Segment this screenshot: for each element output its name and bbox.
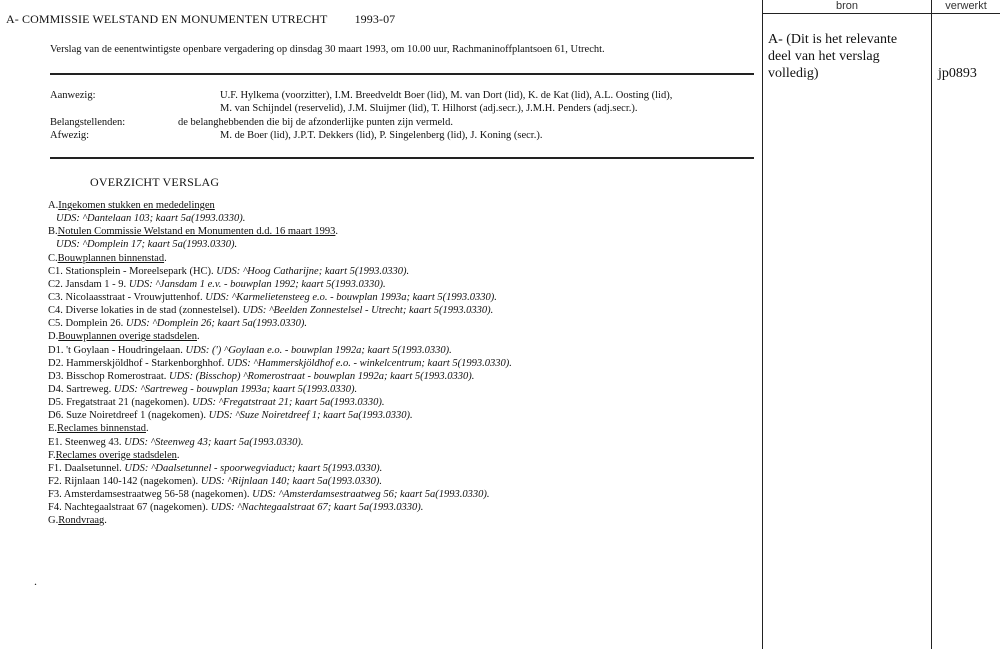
section-heading <box>48 252 512 265</box>
item-text: Sartreweg. <box>63 383 112 395</box>
item-tail: . <box>197 331 200 343</box>
divider <box>50 73 754 75</box>
uds-reference: UDS: ^Rijnlaan 140; kaart 5a(1993.0330). <box>198 475 382 487</box>
item-text: Reclames overige stadsdelen <box>55 449 177 461</box>
item-text: Nicolaasstraat - Vrouwjuttenhof. <box>62 291 203 303</box>
agenda-item <box>48 383 512 396</box>
section-heading <box>48 225 512 238</box>
item-code: C4. <box>48 305 63 317</box>
item-code: A. <box>48 200 59 211</box>
item-code: G. <box>48 515 59 527</box>
item-code: D. <box>48 331 59 343</box>
uds-reference: UDS: ^Jansdam 1 e.v. - bouwplan 1992; kaart 5(1993.0330). <box>126 278 386 290</box>
item-text: Amsterdamsestraatweg 56-58 (nagekomen). <box>61 489 250 501</box>
section-heading <box>48 330 512 343</box>
item-tail: . <box>164 252 167 264</box>
item-tail: . <box>335 226 339 238</box>
agenda-item <box>48 409 512 422</box>
item-text: Rijnlaan 140-142 (nagekomen). <box>61 475 199 487</box>
stray-mark: . <box>34 574 37 588</box>
uds-reference: UDS: ^Beelden Zonnestelsel - Utrecht; kaart 5(1993.0330). <box>239 305 494 317</box>
item-text: Domplein 26. <box>62 318 124 330</box>
uds-reference: UDS: ^Amsterdamsestraatweg 56; kaart 5a(1993.0330). <box>249 489 490 501</box>
item-tail: . <box>145 423 149 435</box>
agenda-item <box>48 278 512 291</box>
section-heading <box>48 449 512 462</box>
attendance-value: M. de Boer (lid), J.P.T. Dekkers (lid), P. Singelenberg (lid), J. Koning (secr.). <box>220 130 543 141</box>
agenda-item <box>48 462 512 475</box>
section-heading <box>48 199 512 212</box>
attendance-value: de belanghebbenden die bij de afzonderlijke punten zijn vermeld. <box>178 117 453 128</box>
uds-reference: UDS: ^Nachtegaalstraat 67; kaart 5a(1993.0330). <box>208 502 424 514</box>
item-code: F2. <box>48 475 62 487</box>
item-code: F4. <box>48 502 62 514</box>
header-prefix: A- <box>6 12 19 26</box>
item-tail: . <box>176 449 180 461</box>
meeting-intro: Verslag van de eenentwintigste openbare vergadering op dinsdag 30 maart 1993, om 10.00 uur, Rachmaninoffplantsoen 61, Utrecht. <box>50 44 605 55</box>
uds-reference: UDS: ^Sartreweg - bouwplan 1993a; kaart 5(1993.0330). <box>111 383 358 395</box>
attendance-label: Aanwezig: <box>50 90 96 101</box>
agenda-item <box>48 501 512 514</box>
agenda-item <box>48 475 512 488</box>
uds-reference: UDS: ^Domplein 17; kaart 5a(1993.0330). <box>56 239 238 251</box>
item-code: D3. <box>48 370 64 382</box>
item-code: F3. <box>48 489 62 501</box>
bron-header: bron <box>763 0 931 14</box>
item-code: D1. <box>48 344 64 356</box>
item-code: D4. <box>48 383 64 395</box>
item-text: Bouwplannen binnenstad <box>57 252 165 264</box>
attendance-label: Belangstellenden: <box>50 117 126 128</box>
item-text: Suze Noiretdreef 1 (nagekomen). <box>63 410 207 422</box>
bron-column <box>762 0 932 649</box>
agenda-item <box>48 396 512 409</box>
uds-reference: UDS: ^Domplein 26; kaart 5a(1993.0330). <box>123 318 308 330</box>
item-code: D2. <box>48 357 64 369</box>
agenda-item <box>48 304 512 317</box>
uds-reference: UDS: ^Steenweg 43; kaart 5a(1993.0330). <box>121 436 304 448</box>
uds-reference: UDS: ^Hoog Catharijne; kaart 5(1993.0330). <box>213 265 410 277</box>
item-code: F. <box>48 449 56 461</box>
agenda-item <box>48 357 512 370</box>
uds-reference: UDS: (') ^Goylaan e.o. - bouwplan 1992a; kaart 5(1993.0330). <box>182 344 452 356</box>
section-heading <box>48 514 512 527</box>
overview-title: OVERZICHT VERSLAG <box>90 175 220 189</box>
item-text: Diverse lokaties in de stad (zonnestelsel). <box>62 305 240 317</box>
uds-reference: UDS: ^Hammerskjöldhof e.o. - winkelcentrum; kaart 5(1993.0330). <box>224 357 512 369</box>
item-text: Bouwplannen overige stadsdelen <box>58 331 198 343</box>
item-code: B. <box>48 226 58 238</box>
item-text: 't Goylaan - Houdringelaan. <box>63 344 183 356</box>
uds-reference: UDS: ^Fregatstraat 21; kaart 5a(1993.0330). <box>189 397 385 409</box>
agenda-item <box>48 344 512 357</box>
item-text: Nachtegaalstraat 67 (nagekomen). <box>61 502 209 514</box>
item-code: C5. <box>48 318 63 330</box>
uds-reference: UDS: ^Suze Noiretdreef 1; kaart 5a(1993.0330). <box>206 410 413 422</box>
item-code: C2. <box>48 278 63 290</box>
uds-reference: UDS: (Bisschop) ^Romerostraat - bouwplan 1992a; kaart 5(1993.0330). <box>166 370 475 382</box>
document-header <box>6 12 395 27</box>
item-code: D6. <box>48 410 64 422</box>
item-code: F1. <box>48 462 62 474</box>
item-text: Steenweg 43. <box>62 436 122 448</box>
item-code: D5. <box>48 397 64 409</box>
item-text: Fregatstraat 21 (nagekomen). <box>63 397 190 409</box>
item-text: Notulen Commissie Welstand en Monumenten d.d. 16 maart 1993 <box>57 226 336 238</box>
bron-note: A- (Dit is het relevante deel van het verslag volledig) <box>768 32 898 81</box>
agenda-item <box>48 265 512 278</box>
item-text: Jansdam 1 - 9. <box>62 278 127 290</box>
agenda-item <box>48 488 512 501</box>
item-code: C. <box>48 252 58 264</box>
agenda-item <box>48 317 512 330</box>
item-code: C3. <box>48 291 63 303</box>
uds-reference: UDS: ^Dantelaan 103; kaart 5a(1993.0330). <box>56 213 246 225</box>
item-text: Bisschop Romerostraat. <box>63 370 167 382</box>
verwerkt-code: jp0893 <box>938 66 977 81</box>
overview-list <box>48 199 512 528</box>
attendance-value: U.F. Hylkema (voorzitter), I.M. Breedveldt Boer (lid), M. van Dort (lid), K. de Kat (lid), A.L. Oosting (lid), <box>220 90 673 101</box>
agenda-item <box>48 212 512 225</box>
section-heading <box>48 422 512 435</box>
uds-reference: UDS: ^Karmelietensteeg e.o. - bouwplan 1993a; kaart 5(1993.0330). <box>202 291 497 303</box>
item-text: Reclames binnenstad <box>57 423 146 435</box>
uds-reference: UDS: ^Daalsetunnel - spoorwegviaduct; kaart 5(1993.0330). <box>121 462 383 474</box>
item-tail: . <box>104 515 107 527</box>
organization-name: COMMISSIE WELSTAND EN MONUMENTEN UTRECHT <box>21 12 328 26</box>
agenda-item <box>48 370 512 383</box>
item-text: Daalsetunnel. <box>61 462 122 474</box>
agenda-item <box>48 436 512 449</box>
agenda-item <box>48 291 512 304</box>
divider <box>50 157 754 159</box>
agenda-item <box>48 238 512 251</box>
attendance-label: Afwezig: <box>50 130 90 141</box>
item-code: E. <box>48 423 58 435</box>
verwerkt-column <box>932 0 1000 649</box>
item-text: Stationsplein - Moreelsepark (HC). <box>62 265 214 277</box>
verwerkt-header: verwerkt <box>932 0 1000 14</box>
item-code: E1. <box>48 436 63 448</box>
item-code: C1. <box>48 265 63 277</box>
item-text: Hammerskjöldhof - Starkenborghhof. <box>63 357 225 369</box>
document-year: 1993-07 <box>354 12 396 26</box>
item-text: Ingekomen stukken en mededelingen <box>58 200 215 211</box>
item-text: Rondvraag <box>58 515 105 527</box>
attendance-value: M. van Schijndel (reservelid), J.M. Sluijmer (lid), T. Hilhorst (adj.secr.), J.M.H. Penders (adj.secr.). <box>220 103 638 114</box>
